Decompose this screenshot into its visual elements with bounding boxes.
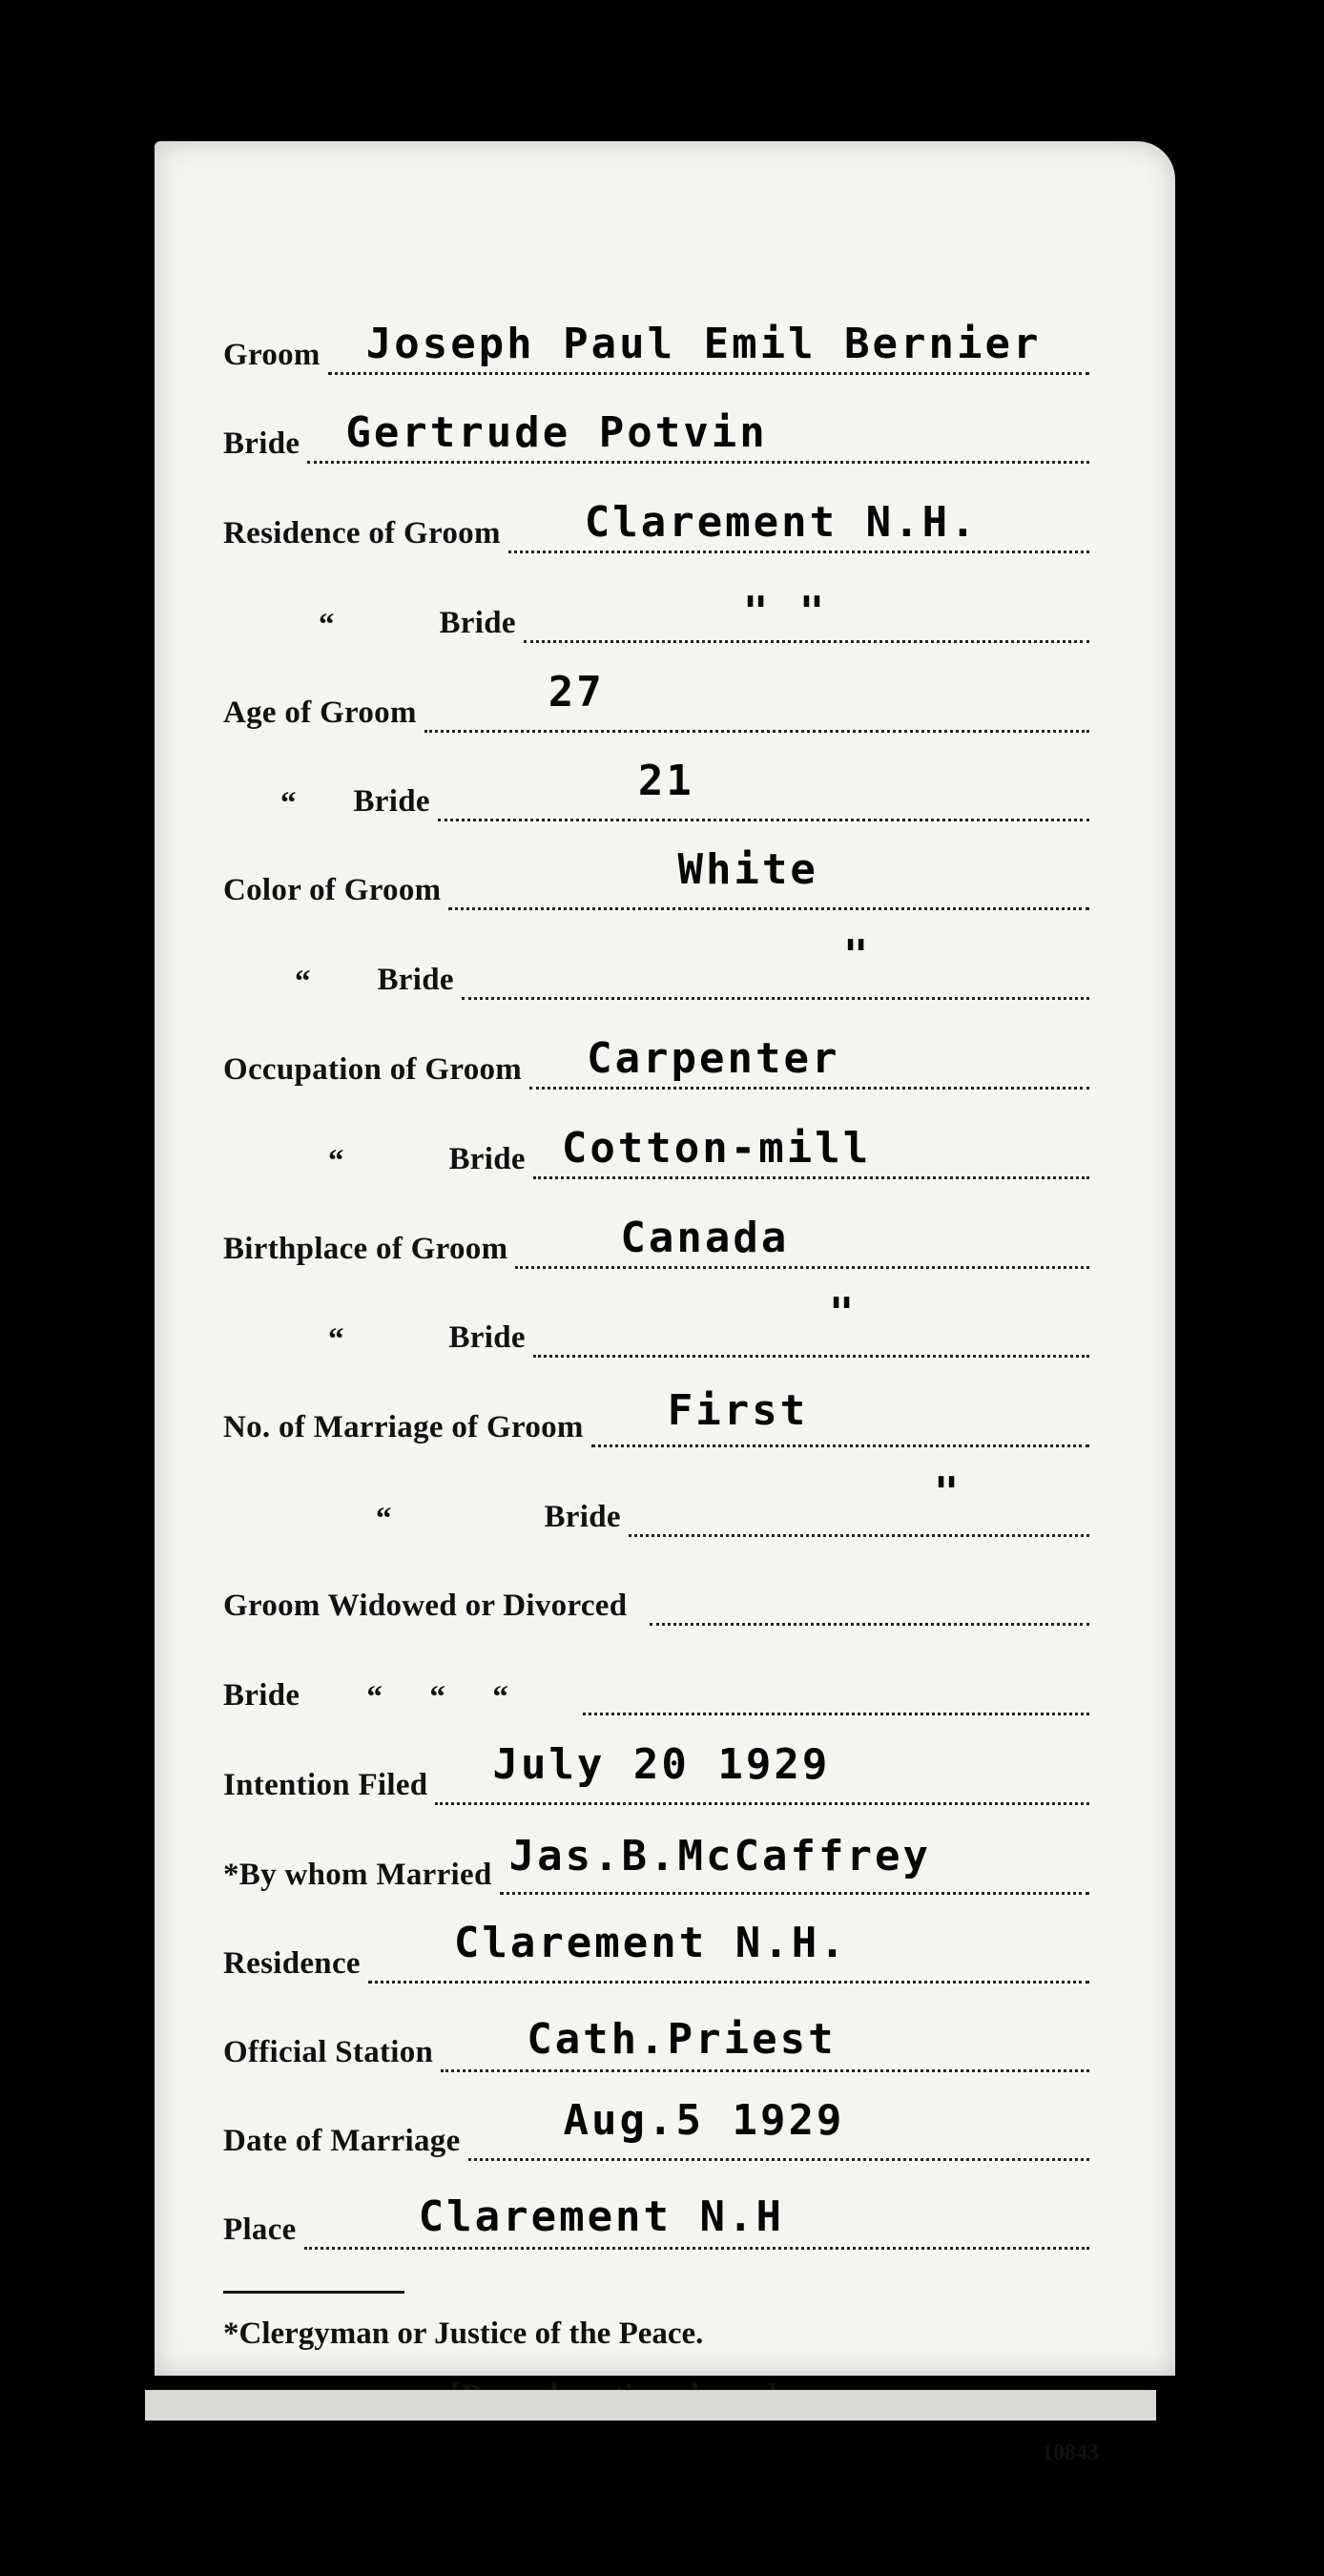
- field-age-groom: [424, 668, 1089, 733]
- label-place: Place: [223, 2212, 297, 2247]
- field-marriage-no-groom: [591, 1386, 1089, 1447]
- label-bride: Bride: [223, 426, 300, 461]
- value-intention-filed: July 20 1929: [492, 1740, 831, 1789]
- row-color-bride: [223, 931, 1089, 1000]
- label-residence-officiant: Residence: [223, 1946, 361, 1981]
- label-widowed-bride: Bride: [223, 1678, 300, 1713]
- row-place: [223, 2192, 1089, 2250]
- label-widowed-groom: Groom Widowed or Divorced: [223, 1589, 628, 1623]
- field-residence-officiant: [368, 1919, 1089, 1984]
- card-edge: [145, 2390, 1156, 2420]
- value-bride: Gertrude Potvin: [345, 408, 768, 457]
- value-occupation-groom: Carpenter: [587, 1034, 840, 1083]
- row-residence-groom: [223, 496, 1089, 553]
- field-residence-groom: [508, 497, 1089, 553]
- value-age-bride: 21: [637, 757, 694, 805]
- label-color-groom: Color of Groom: [223, 873, 442, 907]
- row-age-bride: [223, 757, 1089, 821]
- field-occupation-bride: [533, 1123, 1089, 1179]
- value-age-groom: 27: [548, 668, 605, 717]
- label-official-station: Official Station: [223, 2035, 434, 2069]
- field-occupation-groom: [529, 1033, 1089, 1090]
- row-occupation-groom: [223, 1032, 1089, 1090]
- label-residence-groom: Residence of Groom: [223, 516, 501, 551]
- row-occupation-bride: [223, 1122, 1089, 1179]
- footnote-rule: [223, 2291, 404, 2294]
- value-marriage-no-bride: ": [933, 1468, 962, 1517]
- value-date-of-marriage: Aug.5 1929: [563, 2096, 845, 2145]
- field-official-station: [441, 2016, 1089, 2072]
- value-official-station: Cath.Priest: [527, 2015, 837, 2064]
- marriage-record-card: [155, 141, 1175, 2465]
- field-date-of-marriage: [468, 2096, 1089, 2161]
- field-by-whom-married: [500, 1832, 1089, 1895]
- label-birthplace-groom: Birthplace of Groom: [223, 1232, 508, 1266]
- value-place: Clarement N.H: [418, 2192, 784, 2241]
- field-bride: [307, 407, 1089, 464]
- value-color-bride: ": [842, 931, 872, 980]
- field-age-bride: [438, 757, 1089, 821]
- row-birthplace-groom: [223, 1212, 1089, 1269]
- row-intention-filed: [223, 1740, 1089, 1805]
- footnote-text: *Clergyman or Justice of the Peace.: [223, 2316, 704, 2351]
- label-by-whom-married: *By whom Married: [223, 1858, 492, 1892]
- value-groom: Joseph Paul Emil Bernier: [365, 320, 1042, 368]
- row-color-groom: [223, 845, 1089, 910]
- row-by-whom-married: [223, 1832, 1089, 1895]
- field-place: [304, 2193, 1089, 2250]
- label-age-groom: Age of Groom: [223, 696, 417, 730]
- ditto-mark: “: [319, 608, 335, 642]
- value-color-groom: White: [677, 845, 818, 894]
- label-residence-bride: Bride: [439, 606, 516, 640]
- label-intention-filed: Intention Filed: [223, 1768, 428, 1802]
- label-date-of-marriage: Date of Marriage: [223, 2124, 461, 2158]
- value-residence-officiant: Clarement N.H.: [453, 1919, 848, 1967]
- row-age-groom: [223, 668, 1089, 733]
- field-groom: [328, 319, 1089, 375]
- row-birthplace-bride: [223, 1289, 1089, 1358]
- field-widowed-groom: [650, 1569, 1089, 1626]
- row-residence-bride: [223, 586, 1089, 643]
- ditto-mark: “: [328, 1144, 344, 1178]
- field-marriage-no-bride: [629, 1468, 1089, 1537]
- ditto-marks: “ “ “: [366, 1680, 508, 1714]
- value-residence-bride: " ": [742, 588, 828, 636]
- value-birthplace-groom: Canada: [620, 1214, 790, 1262]
- label-marriage-no-groom: No. of Marriage of Groom: [223, 1410, 584, 1444]
- ditto-mark: “: [280, 786, 297, 821]
- value-birthplace-bride: ": [828, 1289, 858, 1338]
- field-birthplace-bride: [533, 1289, 1089, 1358]
- value-marriage-no-groom: First: [667, 1386, 809, 1435]
- ditto-mark: “: [328, 1322, 344, 1357]
- value-occupation-bride: Cotton-mill: [561, 1124, 872, 1173]
- label-occupation-groom: Occupation of Groom: [223, 1052, 523, 1087]
- row-marriage-no-bride: [223, 1468, 1089, 1537]
- field-color-groom: [448, 845, 1089, 910]
- row-widowed-bride: [223, 1658, 1089, 1715]
- field-color-bride: [462, 931, 1089, 1000]
- value-by-whom-married: Jas.B.McCaffrey: [508, 1832, 931, 1880]
- field-birthplace-groom: [515, 1213, 1089, 1269]
- row-official-station: [223, 2015, 1089, 2072]
- ditto-mark: “: [376, 1502, 392, 1536]
- ditto-mark: “: [295, 965, 311, 999]
- row-date-of-marriage: [223, 2096, 1089, 2161]
- row-bride: [223, 406, 1089, 464]
- field-intention-filed: [435, 1740, 1089, 1805]
- record-number: 10843: [1042, 2441, 1099, 2465]
- row-residence-officiant: [223, 1919, 1089, 1984]
- row-marriage-no-groom: [223, 1386, 1089, 1447]
- field-widowed-bride: [583, 1659, 1089, 1715]
- label-marriage-no-bride: Bride: [544, 1500, 621, 1534]
- row-widowed-groom: [223, 1568, 1089, 1626]
- label-birthplace-bride: Bride: [448, 1320, 526, 1355]
- value-residence-groom: Clarement N.H.: [584, 498, 979, 547]
- label-color-bride: Bride: [377, 963, 454, 997]
- label-occupation-bride: Bride: [448, 1142, 526, 1176]
- row-groom: [223, 318, 1089, 375]
- field-residence-bride: [524, 587, 1089, 643]
- label-groom: Groom: [223, 338, 321, 372]
- label-age-bride: Bride: [353, 784, 430, 819]
